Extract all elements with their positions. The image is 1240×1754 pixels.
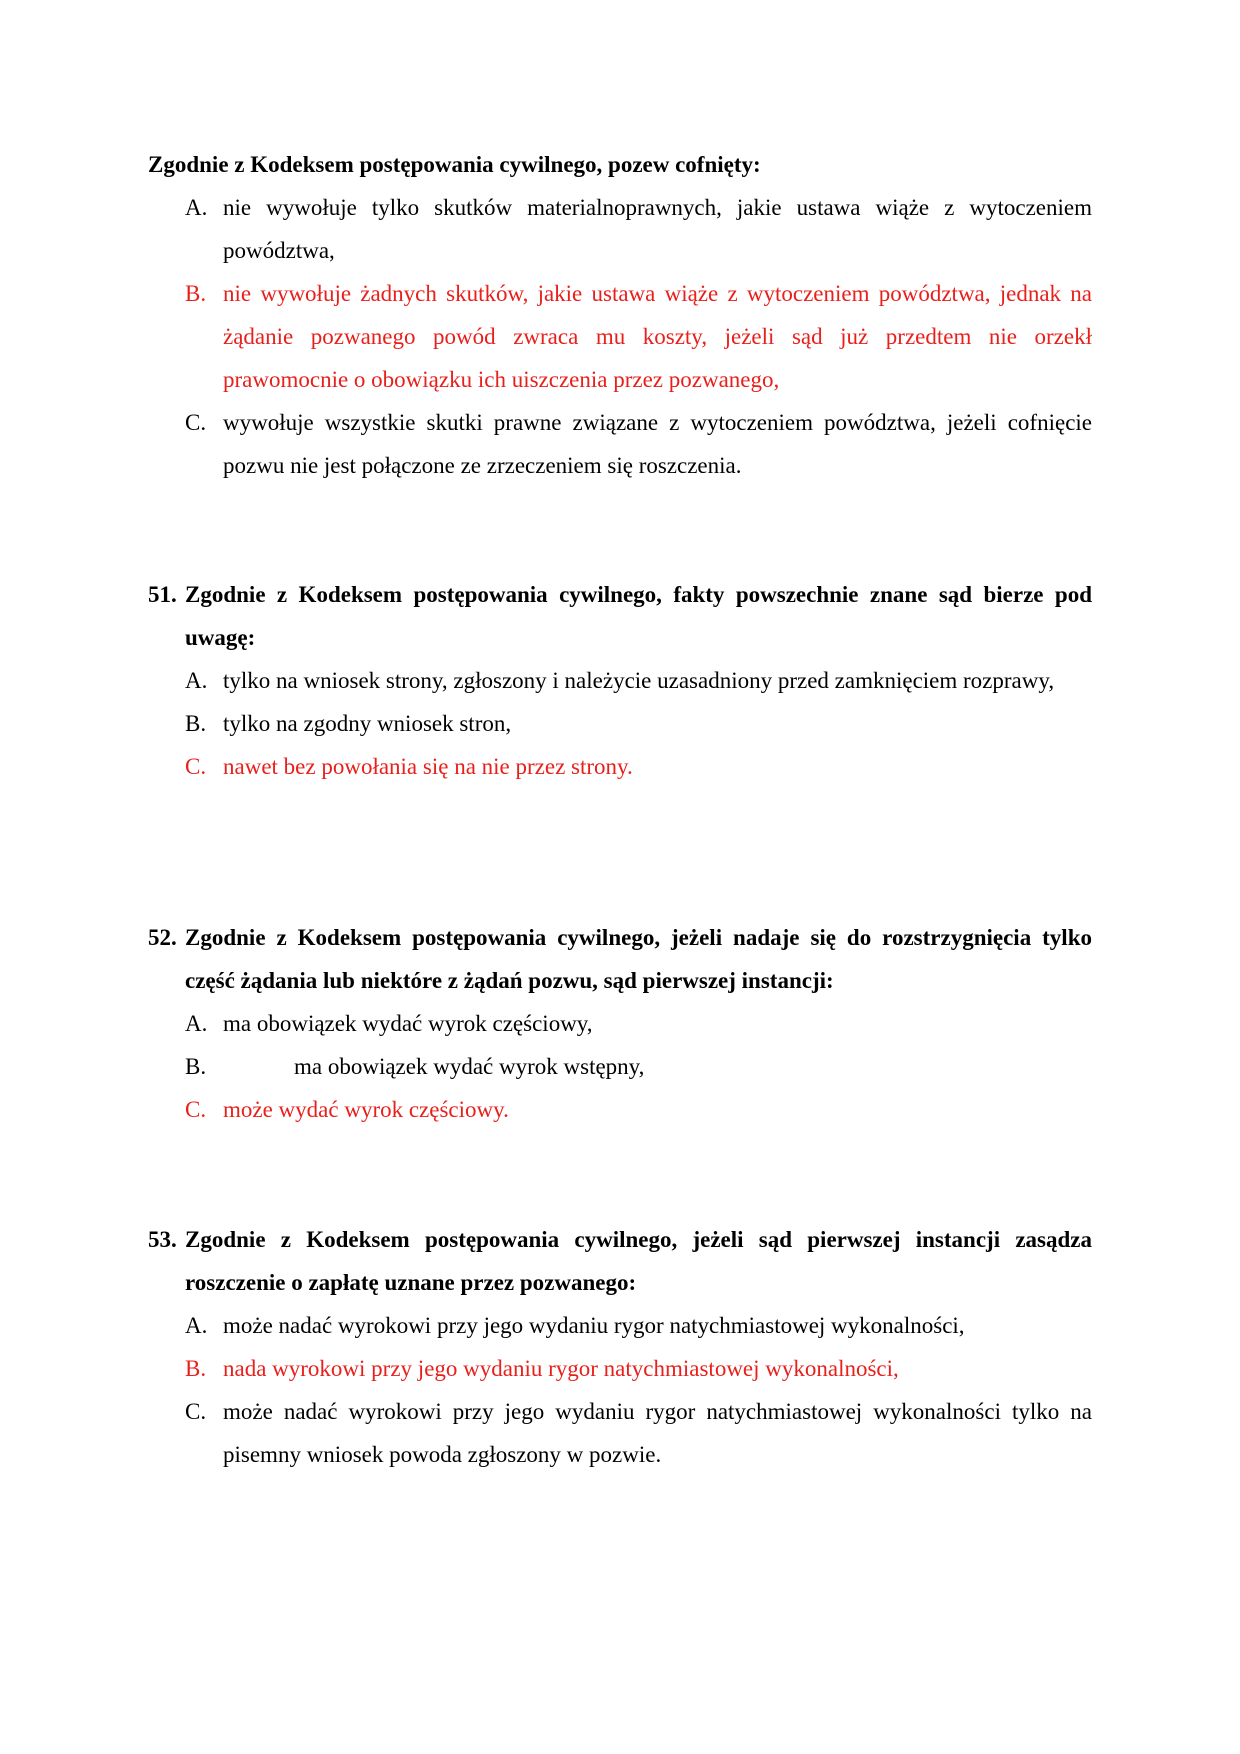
answer-option-c-correct [148, 745, 1092, 788]
answer-text: nie wywołuje tylko skutków materialnoprawnych, jakie ustawa wiąże z wytoczeniem powództwa, [223, 195, 1092, 263]
question-block [148, 573, 1092, 788]
question-block [148, 916, 1092, 1131]
answer-letter: C. [185, 754, 207, 779]
question-number: 53. [148, 1227, 177, 1252]
answer-option-c [148, 1390, 1092, 1476]
answer-text: może nadać wyrokowi przy jego wydaniu rygor natychmiastowej wykonalności tylko na pisemny wniosek powoda zgłoszony w pozwie. [223, 1399, 1092, 1467]
answer-text: tylko na zgodny wniosek stron, [223, 711, 512, 736]
answer-letter: B. [185, 281, 207, 306]
question-number: 52. [148, 925, 177, 950]
answer-option-a [148, 1304, 1092, 1347]
answer-text: nada wyrokowi przy jego wydaniu rygor natychmiastowej wykonalności, [223, 1356, 899, 1381]
question-text: Zgodnie z Kodeksem postępowania cywilnego, pozew cofnięty: [148, 152, 761, 177]
answer-letter: C. [185, 1097, 207, 1122]
answer-letter: A. [185, 668, 208, 693]
answer-letter: B. [185, 1356, 207, 1381]
answer-option-c-correct [148, 1088, 1092, 1131]
question-text: Zgodnie z Kodeksem postępowania cywilnego, fakty powszechnie znane sąd bierze pod uwagę: [185, 582, 1092, 650]
answer-list [148, 1304, 1092, 1476]
answer-list [148, 659, 1092, 788]
answer-list [148, 1002, 1092, 1131]
answer-text: może wydać wyrok częściowy. [223, 1097, 509, 1122]
answer-option-a [148, 1002, 1092, 1045]
question-stem [148, 143, 1092, 186]
answer-option-b-correct [148, 1347, 1092, 1390]
answer-text: tylko na wniosek strony, zgłoszony i należycie uzasadniony przed zamknięciem rozprawy, [223, 668, 1055, 693]
answer-option-b [148, 1045, 1092, 1088]
question-block [148, 143, 1092, 487]
question-text: Zgodnie z Kodeksem postępowania cywilnego, jeżeli sąd pierwszej instancji zasądza roszczenie o zapłatę uznane przez pozwanego: [185, 1227, 1092, 1295]
answer-letter: C. [185, 410, 207, 435]
question-stem [148, 573, 1092, 659]
answer-text: wywołuje wszystkie skutki prawne związane z wytoczeniem powództwa, jeżeli cofnięcie pozwu nie jest połączone ze zrzeczeniem się roszczenia. [223, 410, 1092, 478]
question-text: Zgodnie z Kodeksem postępowania cywilnego, jeżeli nadaje się do rozstrzygnięcia tylko część żądania lub niektóre z żądań pozwu, sąd pierwszej instancji: [185, 925, 1092, 993]
answer-text: nie wywołuje żadnych skutków, jakie ustawa wiąże z wytoczeniem powództwa, jednak na żądanie pozwanego powód zwraca mu koszty, jeżeli sąd już przedtem nie orzekł prawomocnie o obowiązku ich uiszczenia przez pozwanego, [223, 281, 1092, 392]
answer-option-b-correct [148, 272, 1092, 401]
answer-letter: C. [185, 1399, 207, 1424]
answer-list [148, 186, 1092, 487]
answer-option-b [148, 702, 1092, 745]
answer-letter: B. [185, 1054, 207, 1079]
answer-letter: A. [185, 1011, 208, 1036]
answer-text: może nadać wyrokowi przy jego wydaniu rygor natychmiastowej wykonalności, [223, 1313, 965, 1338]
answer-text: ma obowiązek wydać wyrok wstępny, [294, 1054, 645, 1079]
answer-letter: B. [185, 711, 207, 736]
answer-option-c [148, 401, 1092, 487]
answer-option-a [148, 659, 1092, 702]
answer-option-a [148, 186, 1092, 272]
question-number: 51. [148, 582, 177, 607]
question-stem [148, 916, 1092, 1002]
answer-text: ma obowiązek wydać wyrok częściowy, [223, 1011, 593, 1036]
answer-letter: A. [185, 195, 208, 220]
question-block [148, 1218, 1092, 1476]
question-stem [148, 1218, 1092, 1304]
answer-text: nawet bez powołania się na nie przez strony. [223, 754, 633, 779]
answer-letter: A. [185, 1313, 208, 1338]
